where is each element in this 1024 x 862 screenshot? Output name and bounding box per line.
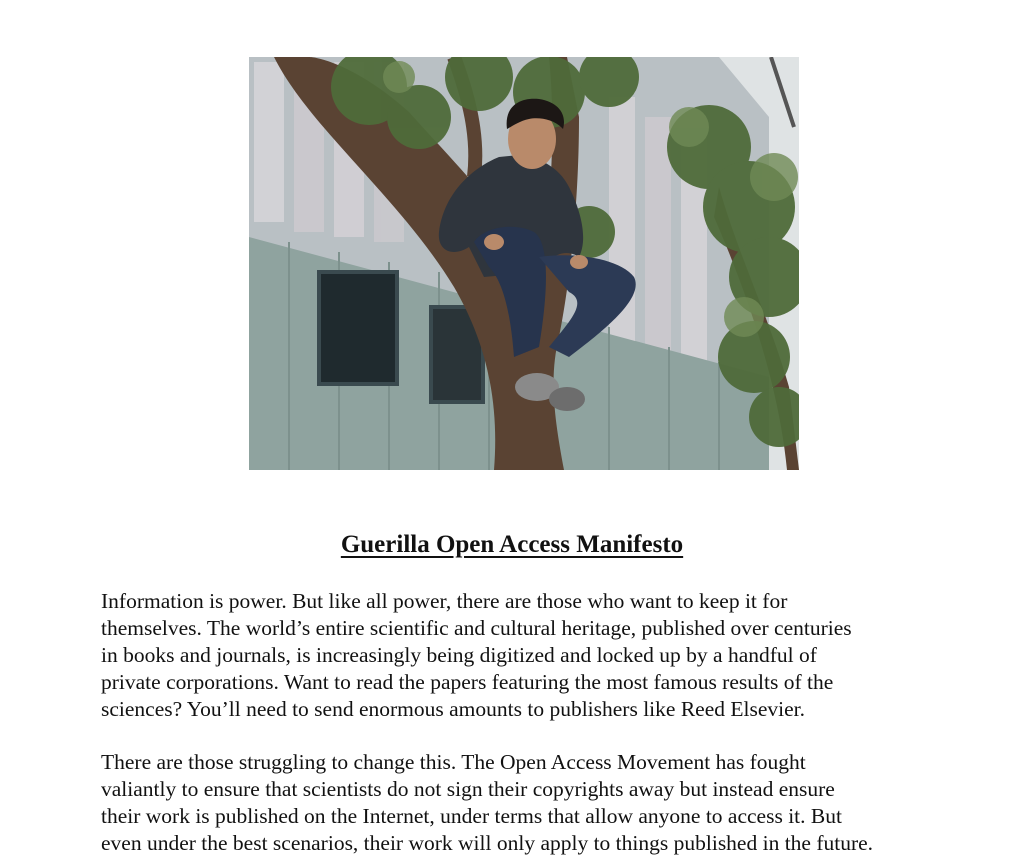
- paragraph-line: valiantly to ensure that scientists do not sign their copyrights away but instead ensure: [101, 777, 835, 801]
- photo-illustration: [249, 57, 799, 470]
- paragraph-line: themselves. The world’s entire scientific and cultural heritage, published over centuries: [101, 616, 852, 640]
- header-photo: [249, 57, 799, 470]
- paragraph-line: There are those struggling to change this. The Open Access Movement has fought: [101, 750, 806, 774]
- paragraph-line: in books and journals, is increasingly being digitized and locked up by a handful of: [101, 643, 817, 667]
- paragraph-2: [101, 749, 961, 857]
- document-title: Guerilla Open Access Manifesto: [340, 531, 684, 558]
- paragraph-line: their work is published on the Internet, under terms that allow anyone to access it. But: [101, 804, 842, 828]
- paragraph-line: Information is power. But like all power, there are those who want to keep it for: [101, 589, 788, 613]
- paragraph-line: sciences? You’ll need to send enormous amounts to publishers like Reed Elsevier.: [101, 697, 805, 721]
- paragraph-line: private corporations. Want to read the papers featuring the most famous results of the: [101, 670, 834, 694]
- paragraph-1: [101, 588, 961, 723]
- paragraph-line: even under the best scenarios, their work will only apply to things published in the future.: [101, 831, 874, 855]
